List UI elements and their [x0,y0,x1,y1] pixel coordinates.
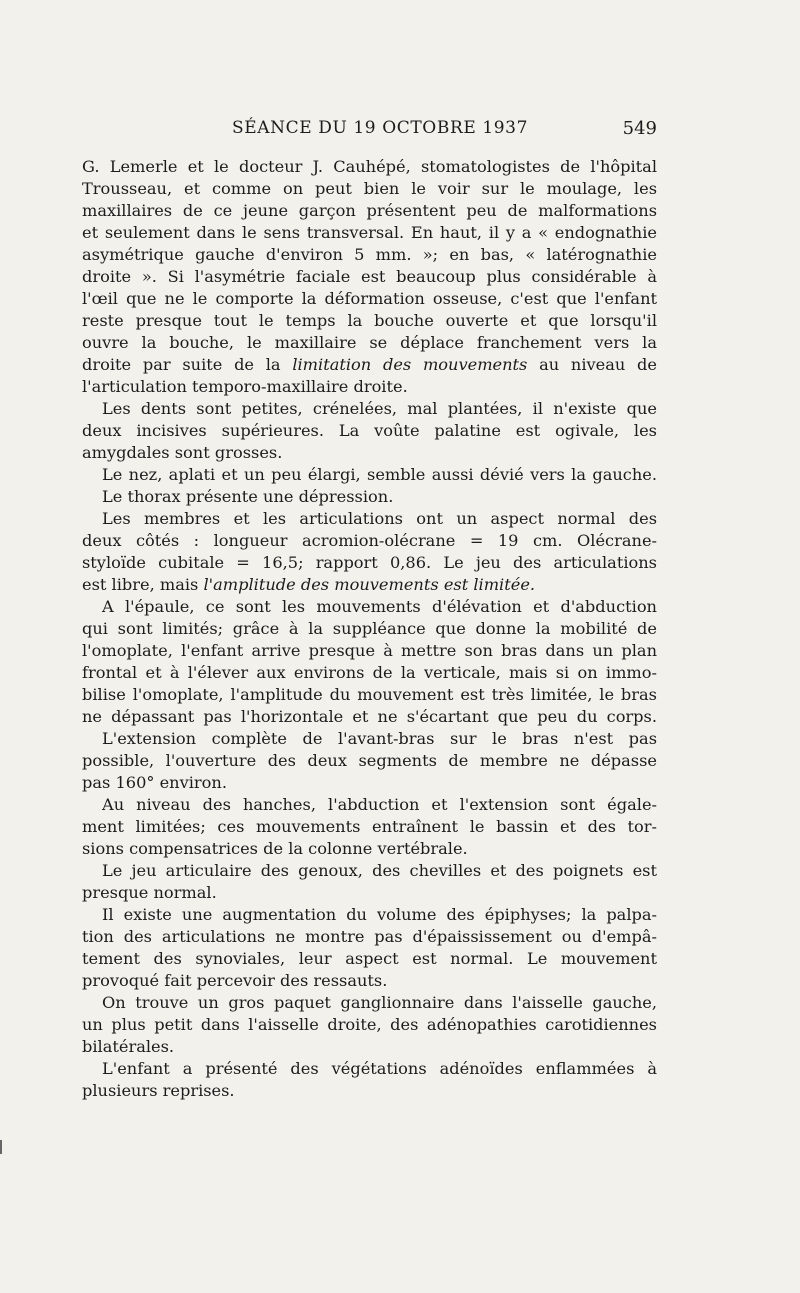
text-line: sions compensatrices de la colonne vertébrale. [82,839,468,858]
text-line: possible, l'ouverture des deux segments de membre ne dépasse [82,751,657,770]
paragraph-start: A l'épaule, ce sont les mouvements d'élévation et d'abduction [102,597,657,616]
page-number: 549 [622,118,657,139]
paragraph-start: Le jeu articulaire des genoux, des chevilles et des poignets est [102,861,657,880]
running-head: SÉANCE DU 19 OCTOBRE 1937 [232,118,529,138]
text-line: deux incisives supérieures. La voûte palatine est ogivale, les [82,421,657,440]
text-line: l'œil que ne le comporte la déformation osseuse, c'est que l'enfant [82,289,657,308]
text-line: maxillaires de ce jeune garçon présentent peu de malformations [82,201,657,220]
text-line: un plus petit dans l'aisselle droite, des adénopathies carotidiennes [82,1015,657,1034]
text-line: styloïde cubitale = 16,5; rapport 0,86. Le jeu des articulations [82,553,657,572]
paragraph-start: Les membres et les articulations ont un aspect normal des [102,509,657,528]
paragraph-start: On trouve un gros paquet ganglionnaire dans l'aisselle gauche, [102,993,657,1012]
text-line: ne dépassant pas l'horizontale et ne s'écartant que peu du corps. [82,707,657,726]
text-line: ouvre la bouche, le maxillaire se déplace franchement vers la [82,333,657,352]
italic-phrase: l'amplitude des mouvements est limitée. [203,575,536,594]
text-line: deux côtés : longueur acromion-olécrane = 19 cm. Olécrane- [82,531,657,550]
text-line: l'articulation temporo-maxillaire droite. [82,377,408,396]
page-header [82,118,657,146]
italic-phrase: limitation des mouvements [292,355,528,374]
text-line: droite par suite de la limitation des mouvements au niveau de [82,355,657,374]
text-line: asymétrique gauche d'environ 5 mm. »; en bas, « latérognathie [82,245,657,264]
paragraph-start: L'enfant a présenté des végétations adénoïdes enflammées à [102,1059,657,1078]
text-line: droite ». Si l'asymétrie faciale est beaucoup plus considérable à [82,267,657,286]
text-line: Trousseau, et comme on peut bien le voir sur le moulage, les [82,179,657,198]
paragraph-start: Le nez, aplati et un peu élargi, semble aussi dévié vers la gauche. [102,465,657,484]
paragraph-start: Il existe une augmentation du volume des épiphyses; la palpa- [102,905,657,924]
text-line: est libre, mais l'amplitude des mouvements est limitée. [82,575,536,594]
body-text [82,156,657,1102]
text-line: bilatérales. [82,1037,175,1056]
text-line: bilise l'omoplate, l'amplitude du mouvement est très limitée, le bras [82,685,657,704]
text-line: amygdales sont grosses. [82,443,283,462]
text-line: ment limitées; ces mouvements entraînent le bassin et des tor- [82,817,657,836]
text-line: tion des articulations ne montre pas d'épaississement ou d'empâ- [82,927,657,946]
text-line: reste presque tout le temps la bouche ouverte et que lorsqu'il [82,311,657,330]
text-line: provoqué fait percevoir des ressauts. [82,971,388,990]
paragraph-start: L'extension complète de l'avant-bras sur le bras n'est pas [102,729,657,748]
paragraph-start: Au niveau des hanches, l'abduction et l'extension sont égale- [102,795,657,814]
text-line: qui sont limités; grâce à la suppléance que donne la mobilité de [82,619,657,638]
binding-edge-mark [0,1140,2,1154]
text-line: pas 160° environ. [82,773,227,792]
paragraph-start: Le thorax présente une dépression. [102,487,394,506]
text-line: presque normal. [82,883,217,902]
text-line: et seulement dans le sens transversal. En haut, il y a « endognathie [82,223,657,242]
text-line: tement des synoviales, leur aspect est normal. Le mouvement [82,949,657,968]
text-line: plusieurs reprises. [82,1081,235,1100]
text-line: G. Lemerle et le docteur J. Cauhépé, stomatologistes de l'hôpital [82,157,657,176]
text-line: frontal et à l'élever aux environs de la verticale, mais si on immo- [82,663,657,682]
text-line: l'omoplate, l'enfant arrive presque à mettre son bras dans un plan [82,641,657,660]
paragraph-start: Les dents sont petites, crénelées, mal plantées, il n'existe que [102,399,657,418]
